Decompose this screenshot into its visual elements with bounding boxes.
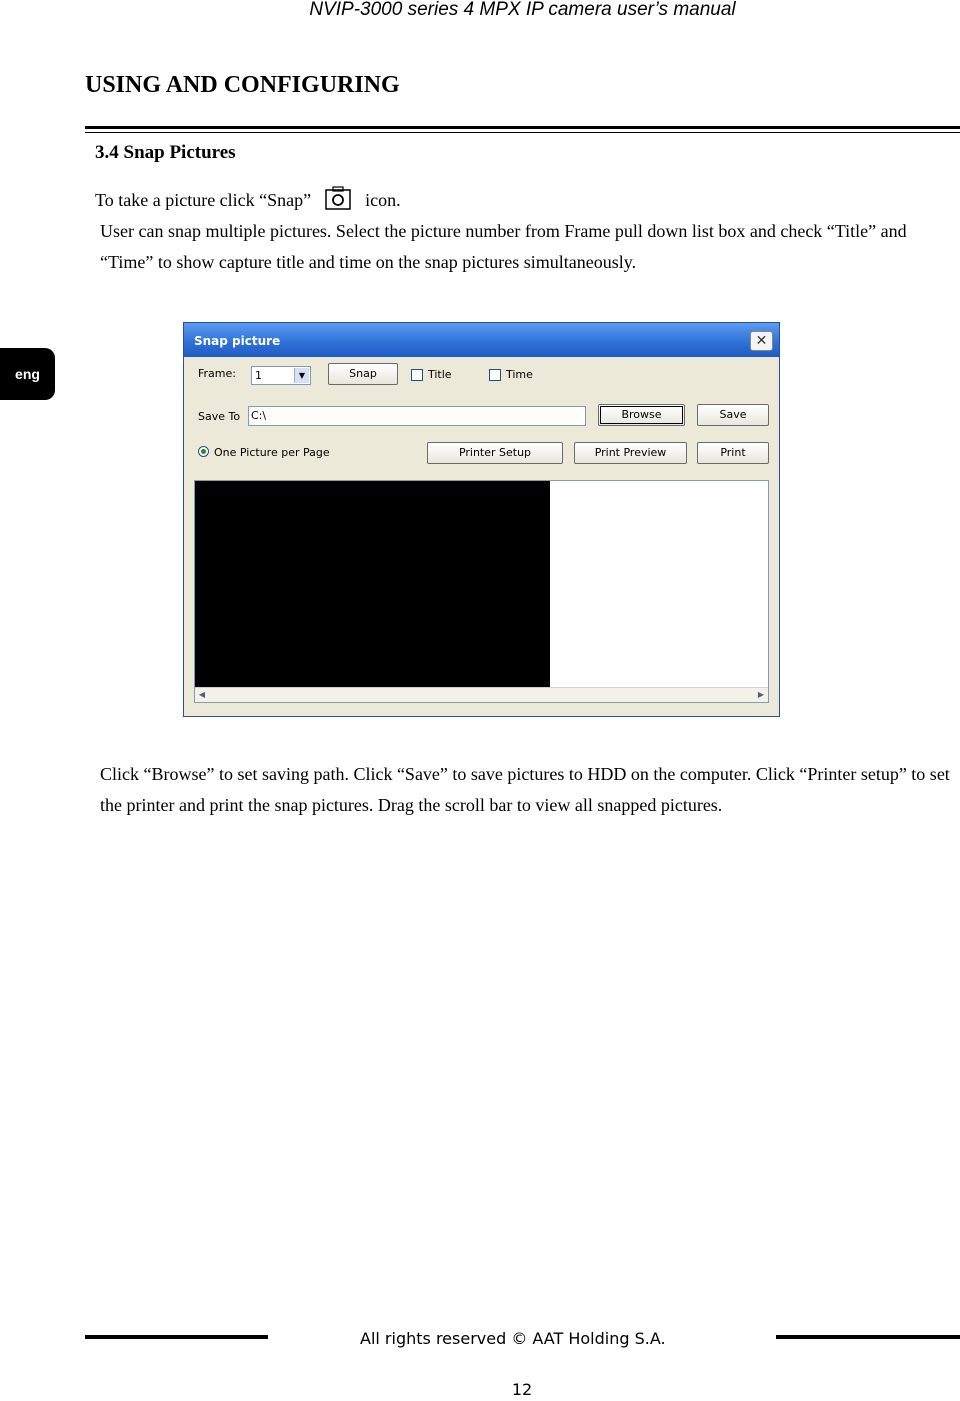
language-tab: eng	[0, 348, 55, 400]
one-picture-per-page-radio[interactable]	[198, 446, 209, 457]
section-rule-thick	[85, 126, 960, 129]
intro-line	[95, 186, 401, 211]
intro-text-after: icon.	[365, 190, 401, 210]
time-checkbox-label: Time	[506, 368, 533, 381]
footer-rights: All rights reserved © AAT Holding S.A.	[360, 1329, 666, 1348]
scroll-right-icon[interactable]: ▶	[757, 690, 765, 699]
chevron-down-icon[interactable]: ▼	[294, 368, 309, 383]
instructions-paragraph: Click “Browse” to set saving path. Click “Save” to save pictures to HDD on the computer. Click “Printer setup” to set the printer and print the snap pictures. Drag the scroll bar to view all snapped pictures.	[100, 764, 950, 815]
snap-button[interactable]: Snap	[328, 363, 398, 385]
radio-label: One Picture per Page	[214, 446, 330, 459]
dialog-title: Snap picture	[184, 323, 779, 357]
snap-picture-dialog	[183, 322, 780, 717]
printer-setup-button[interactable]: Printer Setup	[427, 442, 563, 464]
camera-icon	[325, 186, 351, 210]
snapshot-preview-area	[194, 480, 769, 703]
title-checkbox[interactable]	[411, 369, 423, 381]
snapshot-image	[195, 481, 550, 688]
close-button[interactable]: ✕	[750, 331, 773, 351]
time-checkbox[interactable]	[489, 369, 501, 381]
print-preview-button[interactable]: Print Preview	[574, 442, 687, 464]
frame-select[interactable]	[251, 366, 311, 385]
save-button[interactable]: Save	[697, 404, 769, 426]
section-rule-thin	[85, 132, 960, 133]
save-to-label: Save To	[198, 410, 241, 423]
browse-button[interactable]: Browse	[598, 404, 685, 426]
scroll-left-icon[interactable]: ◀	[198, 690, 206, 699]
footer-rule-right	[776, 1335, 960, 1339]
footer-rule-left	[85, 1335, 268, 1339]
section-title: USING AND CONFIGURING	[85, 72, 400, 98]
page-number: 12	[511, 1380, 533, 1399]
frame-value: 1	[255, 369, 262, 382]
intro-paragraph: User can snap multiple pictures. Select the picture number from Frame pull down list box and check “Title” and “Time” to show capture title and time on the snap pictures simultaneously.	[100, 221, 907, 272]
title-checkbox-label: Title	[428, 368, 452, 381]
frame-label: Frame:	[198, 367, 236, 380]
subsection-title: 3.4 Snap Pictures	[95, 142, 236, 163]
horizontal-scrollbar[interactable]	[195, 687, 768, 702]
print-button[interactable]: Print	[697, 442, 769, 464]
manual-header: NVIP-3000 series 4 MPX IP camera user’s manual	[309, 0, 736, 20]
save-to-path-input[interactable]: C:\	[248, 406, 586, 426]
intro-text-before: To take a picture click “Snap”	[95, 190, 312, 210]
